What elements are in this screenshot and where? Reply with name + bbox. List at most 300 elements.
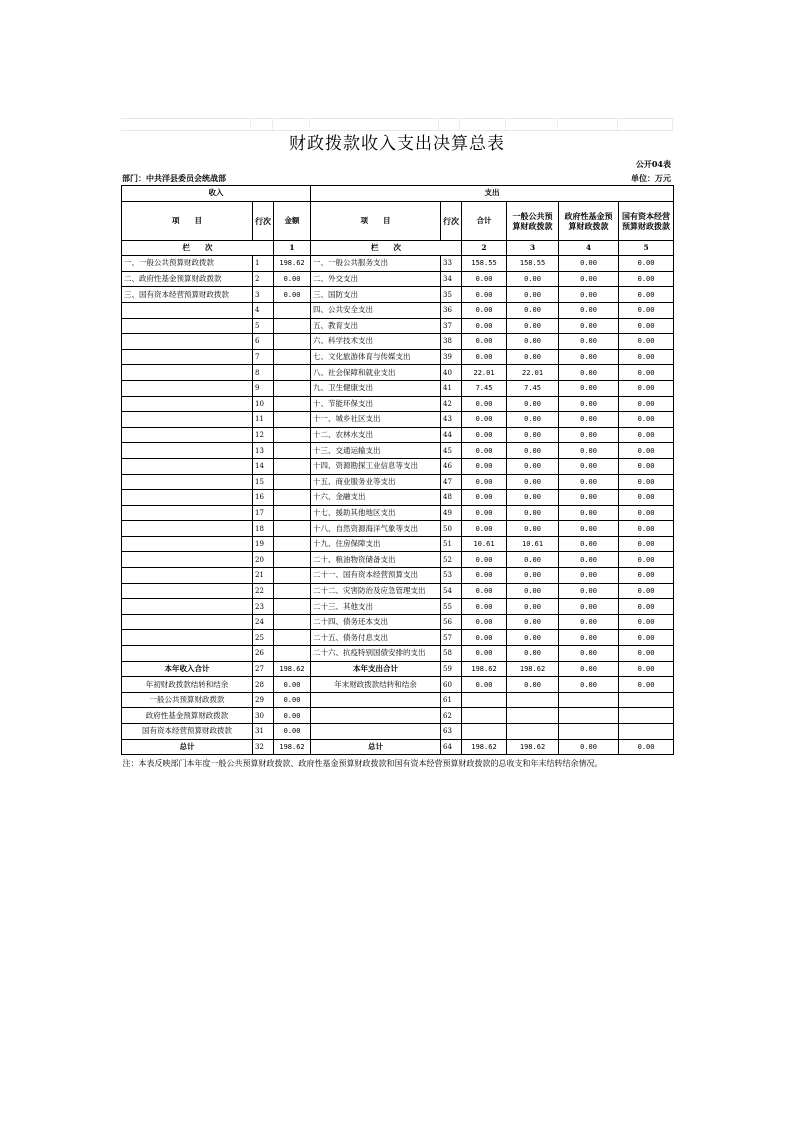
income-item: 政府性基金预算财政拨款 xyxy=(122,708,253,724)
income-item xyxy=(122,568,253,584)
expense-general-budget: 0.00 xyxy=(507,443,559,459)
income-amount xyxy=(274,365,311,381)
table-note: 注：本表反映部门本年度一般公共预算财政拨款、政府性基金预算财政拨款和国有资本经营预算财政拨款的总收支和年末结转结余情况。 xyxy=(122,755,674,774)
income-line-no: 4 xyxy=(253,302,274,318)
expense-item: 五、教育支出 xyxy=(311,318,441,334)
income-line-no: 26 xyxy=(253,646,274,662)
expense-state-capital xyxy=(619,708,674,724)
expense-state-capital xyxy=(619,692,674,708)
expense-gov-fund: 0.00 xyxy=(559,443,619,459)
income-item xyxy=(122,427,253,443)
income-line-no: 18 xyxy=(253,521,274,537)
expense-state-capital: 0.00 xyxy=(619,302,674,318)
income-line-no: 13 xyxy=(253,443,274,459)
expense-general-budget: 0.00 xyxy=(507,396,559,412)
expense-line-no: 52 xyxy=(441,552,462,568)
expense-general-budget: 0.00 xyxy=(507,614,559,630)
table-row xyxy=(122,396,674,412)
expense-item: 七、文化旅游体育与传媒支出 xyxy=(311,349,441,365)
expense-general-budget: 0.00 xyxy=(507,302,559,318)
expense-item: 一、一般公共服务支出 xyxy=(311,256,441,272)
income-item xyxy=(122,583,253,599)
table-row xyxy=(122,677,674,693)
expense-state-capital: 0.00 xyxy=(619,568,674,584)
income-amount xyxy=(274,302,311,318)
expense-item: 十三、交通运输支出 xyxy=(311,443,441,459)
expense-general-budget: 10.61 xyxy=(507,536,559,552)
column-label-left: 栏 次 xyxy=(122,240,274,256)
income-item xyxy=(122,536,253,552)
expense-line-no: 42 xyxy=(441,396,462,412)
expense-item: 十一、城乡社区支出 xyxy=(311,412,441,428)
income-amount xyxy=(274,599,311,615)
column-number-3: 3 xyxy=(507,240,559,256)
income-line-no: 27 xyxy=(253,661,274,677)
income-item xyxy=(122,474,253,490)
income-amount xyxy=(274,505,311,521)
expense-item: 二十二、灾害防治及应急管理支出 xyxy=(311,583,441,599)
expense-total: 0.00 xyxy=(462,646,507,662)
expense-gov-fund: 0.00 xyxy=(559,490,619,506)
expense-total: 0.00 xyxy=(462,349,507,365)
income-item: 总计 xyxy=(122,739,253,755)
expense-state-capital: 0.00 xyxy=(619,412,674,428)
expense-line-no: 43 xyxy=(441,412,462,428)
income-item: 三、国有资本经营预算财政拨款 xyxy=(122,287,253,303)
expense-general-budget: 0.00 xyxy=(507,318,559,334)
expense-state-capital: 0.00 xyxy=(619,521,674,537)
income-amount xyxy=(274,646,311,662)
expense-gov-fund: 0.00 xyxy=(559,287,619,303)
expense-gov-fund: 0.00 xyxy=(559,552,619,568)
expense-state-capital: 0.00 xyxy=(619,271,674,287)
table-row xyxy=(122,427,674,443)
expense-gov-fund xyxy=(559,708,619,724)
unit-label: 单位：万元 xyxy=(631,173,671,183)
income-item-header: 项 目 xyxy=(122,201,253,240)
expense-total-header: 合计 xyxy=(462,201,507,240)
expense-gov-fund: 0.00 xyxy=(559,349,619,365)
income-amount xyxy=(274,521,311,537)
column-number-1: 1 xyxy=(274,240,311,256)
income-line-no: 3 xyxy=(253,287,274,303)
income-amount xyxy=(274,412,311,428)
income-amount xyxy=(274,334,311,350)
expense-item: 三、国防支出 xyxy=(311,287,441,303)
header-row-section xyxy=(122,186,674,202)
income-line-no: 7 xyxy=(253,349,274,365)
expense-total: 0.00 xyxy=(462,302,507,318)
expense-line-no: 39 xyxy=(441,349,462,365)
expense-line-no: 38 xyxy=(441,334,462,350)
spreadsheet-grid-row xyxy=(121,118,673,131)
table-row xyxy=(122,708,674,724)
expense-general-budget: 7.45 xyxy=(507,380,559,396)
table-row xyxy=(122,583,674,599)
income-amount: 0.00 xyxy=(274,724,311,740)
expense-general-budget: 0.00 xyxy=(507,599,559,615)
table-row xyxy=(122,458,674,474)
income-amount xyxy=(274,318,311,334)
income-amount xyxy=(274,380,311,396)
expense-state-capital: 0.00 xyxy=(619,349,674,365)
expense-line-no: 50 xyxy=(441,521,462,537)
table-row xyxy=(122,646,674,662)
expense-general-budget: 0.00 xyxy=(507,271,559,287)
income-line-no: 23 xyxy=(253,599,274,615)
expense-item: 二十、粮油物资储备支出 xyxy=(311,552,441,568)
expense-gov-fund: 0.00 xyxy=(559,256,619,272)
expense-total: 0.00 xyxy=(462,271,507,287)
expense-line-no: 57 xyxy=(441,630,462,646)
expense-item: 二、外交支出 xyxy=(311,271,441,287)
expense-state-capital: 0.00 xyxy=(619,661,674,677)
expense-total: 22.01 xyxy=(462,365,507,381)
expense-line-no: 62 xyxy=(441,708,462,724)
income-amount xyxy=(274,614,311,630)
expense-total xyxy=(462,708,507,724)
expense-total: 0.00 xyxy=(462,583,507,599)
income-item: 本年收入合计 xyxy=(122,661,253,677)
income-amount xyxy=(274,458,311,474)
table-row xyxy=(122,661,674,677)
income-line-no: 1 xyxy=(253,256,274,272)
income-item xyxy=(122,318,253,334)
income-line-no: 20 xyxy=(253,552,274,568)
expense-general-budget: 0.00 xyxy=(507,677,559,693)
expense-line-no: 60 xyxy=(441,677,462,693)
expense-state-capital: 0.00 xyxy=(619,599,674,615)
expense-state-capital xyxy=(619,724,674,740)
income-amount: 0.00 xyxy=(274,708,311,724)
income-line-no: 16 xyxy=(253,490,274,506)
expense-line-no: 47 xyxy=(441,474,462,490)
budget-table xyxy=(121,185,674,773)
expense-general-budget: 0.00 xyxy=(507,458,559,474)
table-row xyxy=(122,692,674,708)
expense-general-budget: 198.62 xyxy=(507,661,559,677)
expense-gov-fund: 0.00 xyxy=(559,739,619,755)
expense-state-capital: 0.00 xyxy=(619,677,674,693)
expense-line-no: 55 xyxy=(441,599,462,615)
expense-general-budget: 22.01 xyxy=(507,365,559,381)
income-line-no: 11 xyxy=(253,412,274,428)
expense-state-capital: 0.00 xyxy=(619,614,674,630)
income-item xyxy=(122,302,253,318)
expense-total: 0.00 xyxy=(462,614,507,630)
expense-item: 十六、金融支出 xyxy=(311,490,441,506)
expense-total: 0.00 xyxy=(462,287,507,303)
expense-gov-fund: 0.00 xyxy=(559,396,619,412)
expense-general-budget: 0.00 xyxy=(507,474,559,490)
expense-total: 0.00 xyxy=(462,599,507,615)
income-header: 收入 xyxy=(122,186,311,202)
table-row xyxy=(122,474,674,490)
expense-state-capital: 0.00 xyxy=(619,365,674,381)
expense-line-no: 49 xyxy=(441,505,462,521)
expense-total: 0.00 xyxy=(462,552,507,568)
income-amount xyxy=(274,443,311,459)
expense-item: 六、科学技术支出 xyxy=(311,334,441,350)
expense-state-capital: 0.00 xyxy=(619,490,674,506)
income-item: 一般公共预算财政拨款 xyxy=(122,692,253,708)
expense-gov-fund: 0.00 xyxy=(559,318,619,334)
expense-item xyxy=(311,708,441,724)
expense-total: 10.61 xyxy=(462,536,507,552)
expense-line-no: 54 xyxy=(441,583,462,599)
expense-line-no: 41 xyxy=(441,380,462,396)
expense-state-capital: 0.00 xyxy=(619,739,674,755)
income-line-no: 5 xyxy=(253,318,274,334)
expense-gov-fund: 0.00 xyxy=(559,521,619,537)
expense-general-budget: 0.00 xyxy=(507,287,559,303)
expense-state-capital: 0.00 xyxy=(619,334,674,350)
expense-general-budget: 0.00 xyxy=(507,521,559,537)
income-amount xyxy=(274,427,311,443)
expense-item: 总计 xyxy=(311,739,441,755)
expense-state-capital: 0.00 xyxy=(619,474,674,490)
expense-line-no: 58 xyxy=(441,646,462,662)
income-item xyxy=(122,552,253,568)
expense-total: 7.45 xyxy=(462,380,507,396)
income-amount xyxy=(274,536,311,552)
income-item xyxy=(122,646,253,662)
expense-item: 二十三、其他支出 xyxy=(311,599,441,615)
expense-general-budget: 0.00 xyxy=(507,427,559,443)
expense-gov-fund: 0.00 xyxy=(559,583,619,599)
income-line-no: 31 xyxy=(253,724,274,740)
expense-general-budget: 0.00 xyxy=(507,349,559,365)
expense-state-capital: 0.00 xyxy=(619,505,674,521)
expense-item: 十、节能环保支出 xyxy=(311,396,441,412)
expense-total: 0.00 xyxy=(462,630,507,646)
income-line-no: 21 xyxy=(253,568,274,584)
expense-general-budget: 158.55 xyxy=(507,256,559,272)
expense-total: 0.00 xyxy=(462,412,507,428)
income-amount xyxy=(274,552,311,568)
state-capital-header: 国有资本经营预算财政拨款 xyxy=(619,201,674,240)
expense-state-capital: 0.00 xyxy=(619,443,674,459)
income-item: 年初财政拨款结转和结余 xyxy=(122,677,253,693)
expense-gov-fund: 0.00 xyxy=(559,458,619,474)
income-item xyxy=(122,490,253,506)
expense-line-no: 37 xyxy=(441,318,462,334)
table-row xyxy=(122,380,674,396)
income-line-no: 8 xyxy=(253,365,274,381)
header-row-columns xyxy=(122,201,674,240)
table-row xyxy=(122,302,674,318)
income-amount xyxy=(274,396,311,412)
expense-item: 九、卫生健康支出 xyxy=(311,380,441,396)
table-row xyxy=(122,490,674,506)
expense-total: 0.00 xyxy=(462,443,507,459)
column-label-right: 栏 次 xyxy=(311,240,462,256)
expense-line-no: 40 xyxy=(441,365,462,381)
expense-general-budget: 0.00 xyxy=(507,568,559,584)
expense-line-no: 51 xyxy=(441,536,462,552)
expense-item: 二十六、抗疫特别国债安排的支出 xyxy=(311,646,441,662)
expense-gov-fund: 0.00 xyxy=(559,365,619,381)
expense-state-capital: 0.00 xyxy=(619,552,674,568)
income-item xyxy=(122,630,253,646)
expense-gov-fund: 0.00 xyxy=(559,630,619,646)
expense-item: 十九、住房保障支出 xyxy=(311,536,441,552)
expense-general-budget: 198.62 xyxy=(507,739,559,755)
expense-item: 年末财政拨款结转和结余 xyxy=(311,677,441,693)
expense-total: 0.00 xyxy=(462,521,507,537)
expense-gov-fund: 0.00 xyxy=(559,614,619,630)
income-item xyxy=(122,365,253,381)
income-line-no: 19 xyxy=(253,536,274,552)
expense-general-budget: 0.00 xyxy=(507,505,559,521)
table-row xyxy=(122,318,674,334)
expense-state-capital: 0.00 xyxy=(619,583,674,599)
income-amount xyxy=(274,568,311,584)
expense-line-no: 63 xyxy=(441,724,462,740)
expense-item: 十四、资源勘探工业信息等支出 xyxy=(311,458,441,474)
income-item xyxy=(122,380,253,396)
income-item xyxy=(122,412,253,428)
expense-gov-fund: 0.00 xyxy=(559,302,619,318)
expense-general-budget: 0.00 xyxy=(507,646,559,662)
income-line-no: 30 xyxy=(253,708,274,724)
table-row xyxy=(122,287,674,303)
income-item: 二、政府性基金预算财政拨款 xyxy=(122,271,253,287)
income-line-no: 32 xyxy=(253,739,274,755)
income-amount: 0.00 xyxy=(274,692,311,708)
expense-gov-fund xyxy=(559,724,619,740)
expense-gov-fund: 0.00 xyxy=(559,568,619,584)
general-budget-header: 一般公共预算财政拨款 xyxy=(507,201,559,240)
expense-total: 0.00 xyxy=(462,334,507,350)
income-amount xyxy=(274,583,311,599)
report-title: 财政拨款收入支出决算总表 xyxy=(289,134,505,154)
expense-gov-fund: 0.00 xyxy=(559,380,619,396)
income-line-no: 29 xyxy=(253,692,274,708)
department-row xyxy=(121,171,673,185)
expense-line-no: 36 xyxy=(441,302,462,318)
table-row xyxy=(122,271,674,287)
expense-gov-fund: 0.00 xyxy=(559,677,619,693)
expense-line-no: 34 xyxy=(441,271,462,287)
expense-general-budget: 0.00 xyxy=(507,552,559,568)
expense-total: 0.00 xyxy=(462,677,507,693)
expense-general-budget xyxy=(507,724,559,740)
expense-item: 十二、农林水支出 xyxy=(311,427,441,443)
income-amount-header: 金额 xyxy=(274,201,311,240)
income-line-no: 6 xyxy=(253,334,274,350)
expense-gov-fund: 0.00 xyxy=(559,505,619,521)
income-amount: 0.00 xyxy=(274,287,311,303)
table-row xyxy=(122,630,674,646)
expense-total: 0.00 xyxy=(462,318,507,334)
expense-total: 0.00 xyxy=(462,568,507,584)
expense-total xyxy=(462,692,507,708)
table-row xyxy=(122,724,674,740)
expense-gov-fund: 0.00 xyxy=(559,427,619,443)
expense-item: 二十四、债务还本支出 xyxy=(311,614,441,630)
expense-total: 0.00 xyxy=(462,474,507,490)
expense-state-capital: 0.00 xyxy=(619,646,674,662)
income-item: 一、一般公共预算财政拨款 xyxy=(122,256,253,272)
expense-total: 0.00 xyxy=(462,458,507,474)
expense-item: 十八、自然资源海洋气象等支出 xyxy=(311,521,441,537)
column-number-row xyxy=(122,240,674,256)
expense-line-no: 35 xyxy=(441,287,462,303)
expense-gov-fund: 0.00 xyxy=(559,661,619,677)
expense-gov-fund: 0.00 xyxy=(559,646,619,662)
income-item xyxy=(122,349,253,365)
expense-item-header: 项 目 xyxy=(311,201,441,240)
expense-total: 198.62 xyxy=(462,661,507,677)
income-item xyxy=(122,599,253,615)
gov-fund-header: 政府性基金预算财政拨款 xyxy=(559,201,619,240)
table-row xyxy=(122,334,674,350)
income-item: 国有资本经营预算财政拨款 xyxy=(122,724,253,740)
expense-line-no: 46 xyxy=(441,458,462,474)
income-item xyxy=(122,443,253,459)
expense-item: 二十五、债务付息支出 xyxy=(311,630,441,646)
report-sheet xyxy=(121,118,673,773)
table-row xyxy=(122,552,674,568)
expense-header: 支出 xyxy=(311,186,674,202)
income-item xyxy=(122,521,253,537)
expense-item xyxy=(311,692,441,708)
expense-state-capital: 0.00 xyxy=(619,458,674,474)
expense-gov-fund xyxy=(559,692,619,708)
table-row xyxy=(122,568,674,584)
expense-line-no: 45 xyxy=(441,443,462,459)
expense-state-capital: 0.00 xyxy=(619,536,674,552)
expense-line-no: 48 xyxy=(441,490,462,506)
expense-line-no: 61 xyxy=(441,692,462,708)
expense-item xyxy=(311,724,441,740)
expense-total: 0.00 xyxy=(462,490,507,506)
income-amount xyxy=(274,474,311,490)
column-number-2: 2 xyxy=(462,240,507,256)
expense-item: 二十一、国有资本经营预算支出 xyxy=(311,568,441,584)
expense-state-capital: 0.00 xyxy=(619,318,674,334)
expense-state-capital: 0.00 xyxy=(619,380,674,396)
column-number-4: 4 xyxy=(559,240,619,256)
table-row xyxy=(122,521,674,537)
expense-line-no: 53 xyxy=(441,568,462,584)
expense-general-budget: 0.00 xyxy=(507,490,559,506)
income-item xyxy=(122,458,253,474)
income-line-no: 14 xyxy=(253,458,274,474)
table-row xyxy=(122,739,674,755)
income-amount: 198.62 xyxy=(274,256,311,272)
income-amount: 198.62 xyxy=(274,739,311,755)
expense-state-capital: 0.00 xyxy=(619,427,674,443)
income-line-header: 行次 xyxy=(253,201,274,240)
expense-line-no: 64 xyxy=(441,739,462,755)
table-row xyxy=(122,256,674,272)
expense-total: 0.00 xyxy=(462,505,507,521)
expense-item: 十五、商业服务业等支出 xyxy=(311,474,441,490)
income-line-no: 28 xyxy=(253,677,274,693)
expense-general-budget xyxy=(507,692,559,708)
income-item xyxy=(122,505,253,521)
income-amount: 0.00 xyxy=(274,677,311,693)
table-row xyxy=(122,365,674,381)
expense-state-capital: 0.00 xyxy=(619,287,674,303)
expense-total: 0.00 xyxy=(462,396,507,412)
expense-general-budget: 0.00 xyxy=(507,412,559,428)
expense-gov-fund: 0.00 xyxy=(559,536,619,552)
expense-gov-fund: 0.00 xyxy=(559,474,619,490)
income-line-no: 22 xyxy=(253,583,274,599)
